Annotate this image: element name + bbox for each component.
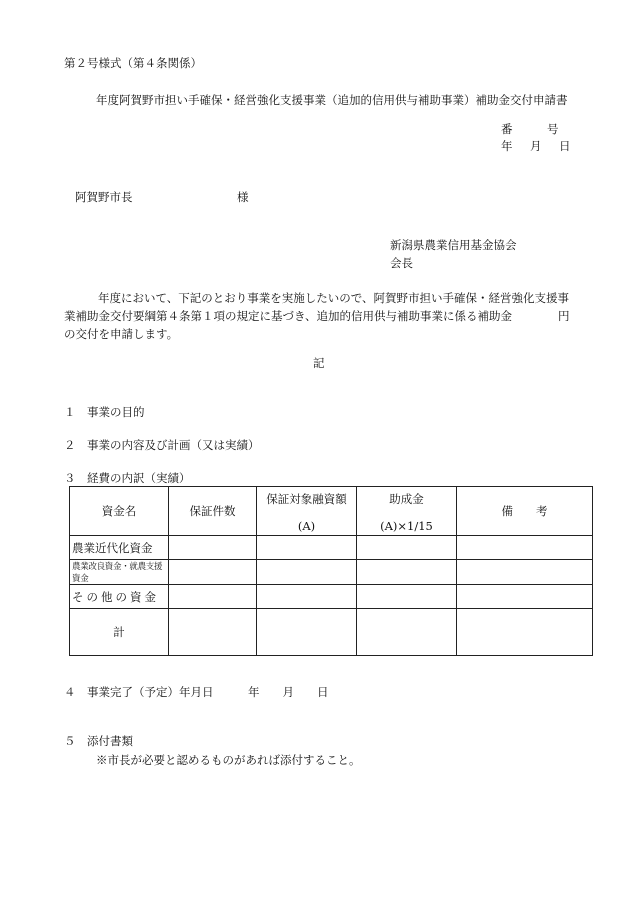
header-subsidy-line2: (A)×1/15 <box>380 519 433 533</box>
table-cell <box>169 609 257 656</box>
section-3: ３ 経費の内訳（実績） <box>64 471 191 485</box>
addressee: 阿賀野市長 <box>75 190 133 204</box>
table-header-row <box>70 487 593 536</box>
table-row <box>70 560 593 585</box>
table-cell <box>169 536 257 560</box>
table-cell <box>457 585 593 609</box>
document-title: 年度阿賀野市担い手確保・経営強化支援事業（追加的信用供与補助事業）補助金交付申請書 <box>96 93 568 107</box>
table-cell <box>357 560 457 585</box>
header-remarks: 備 考 <box>457 487 593 536</box>
header-subsidy-line1: 助成金 <box>389 492 424 506</box>
body-line-2: 業補助金交付要綱第４条第１項の規定に基づき、追加的信用供与補助事業に係る補助金 円 <box>64 309 570 323</box>
header-amount <box>257 487 357 536</box>
table-cell <box>257 585 357 609</box>
section-5-note: ※市長が必要と認めるものがあれば添付すること。 <box>96 753 361 767</box>
table-cell <box>169 585 257 609</box>
table-cell <box>357 609 457 656</box>
table-row <box>70 585 593 609</box>
row-label-total: 計 <box>70 609 169 656</box>
table-cell <box>257 609 357 656</box>
section-2: ２ 事業の内容及び計画（又は実績） <box>64 438 260 452</box>
header-subsidy <box>357 487 457 536</box>
row-label-other: その他の資金 <box>70 585 169 609</box>
table-row-total <box>70 609 593 656</box>
row-label-improvement: 農業改良資金・就農支援資金 <box>70 560 169 585</box>
table-cell <box>357 585 457 609</box>
body-line-1: 年度において、下記のとおり事業を実施したいので、阿賀野市担い手確保・経営強化支援事 <box>98 291 570 305</box>
section-4: ４ 事業完了（予定）年月日 年 月 日 <box>64 685 329 699</box>
table-cell <box>357 536 457 560</box>
date-label: 年 月 日 <box>501 139 574 153</box>
honorific: 様 <box>237 190 249 204</box>
table-cell <box>457 560 593 585</box>
cost-breakdown-table <box>69 486 593 656</box>
section-1: １ 事業の目的 <box>64 405 145 419</box>
table-cell <box>257 560 357 585</box>
header-amount-line1: 保証対象融資額 <box>266 492 347 506</box>
applicant-org: 新潟県農業信用基金協会 <box>390 238 517 252</box>
row-label-modernization: 農業近代化資金 <box>70 536 169 560</box>
header-count: 保証件数 <box>169 487 257 536</box>
form-number: 第２号様式（第４条関係） <box>64 56 202 70</box>
body-line-3: の交付を申請します。 <box>64 327 179 341</box>
table-cell <box>257 536 357 560</box>
number-label: 番 号 <box>501 122 559 136</box>
body-paragraph <box>64 289 584 343</box>
applicant-title: 会長 <box>390 256 413 270</box>
header-amount-line2: (A) <box>297 519 316 533</box>
table-cell <box>169 560 257 585</box>
ki-marker: 記 <box>313 356 325 370</box>
header-fund-name: 資金名 <box>70 487 169 536</box>
table-row <box>70 536 593 560</box>
table-cell <box>457 609 593 656</box>
section-5: ５ 添付書類 <box>64 734 133 748</box>
table-cell <box>457 536 593 560</box>
